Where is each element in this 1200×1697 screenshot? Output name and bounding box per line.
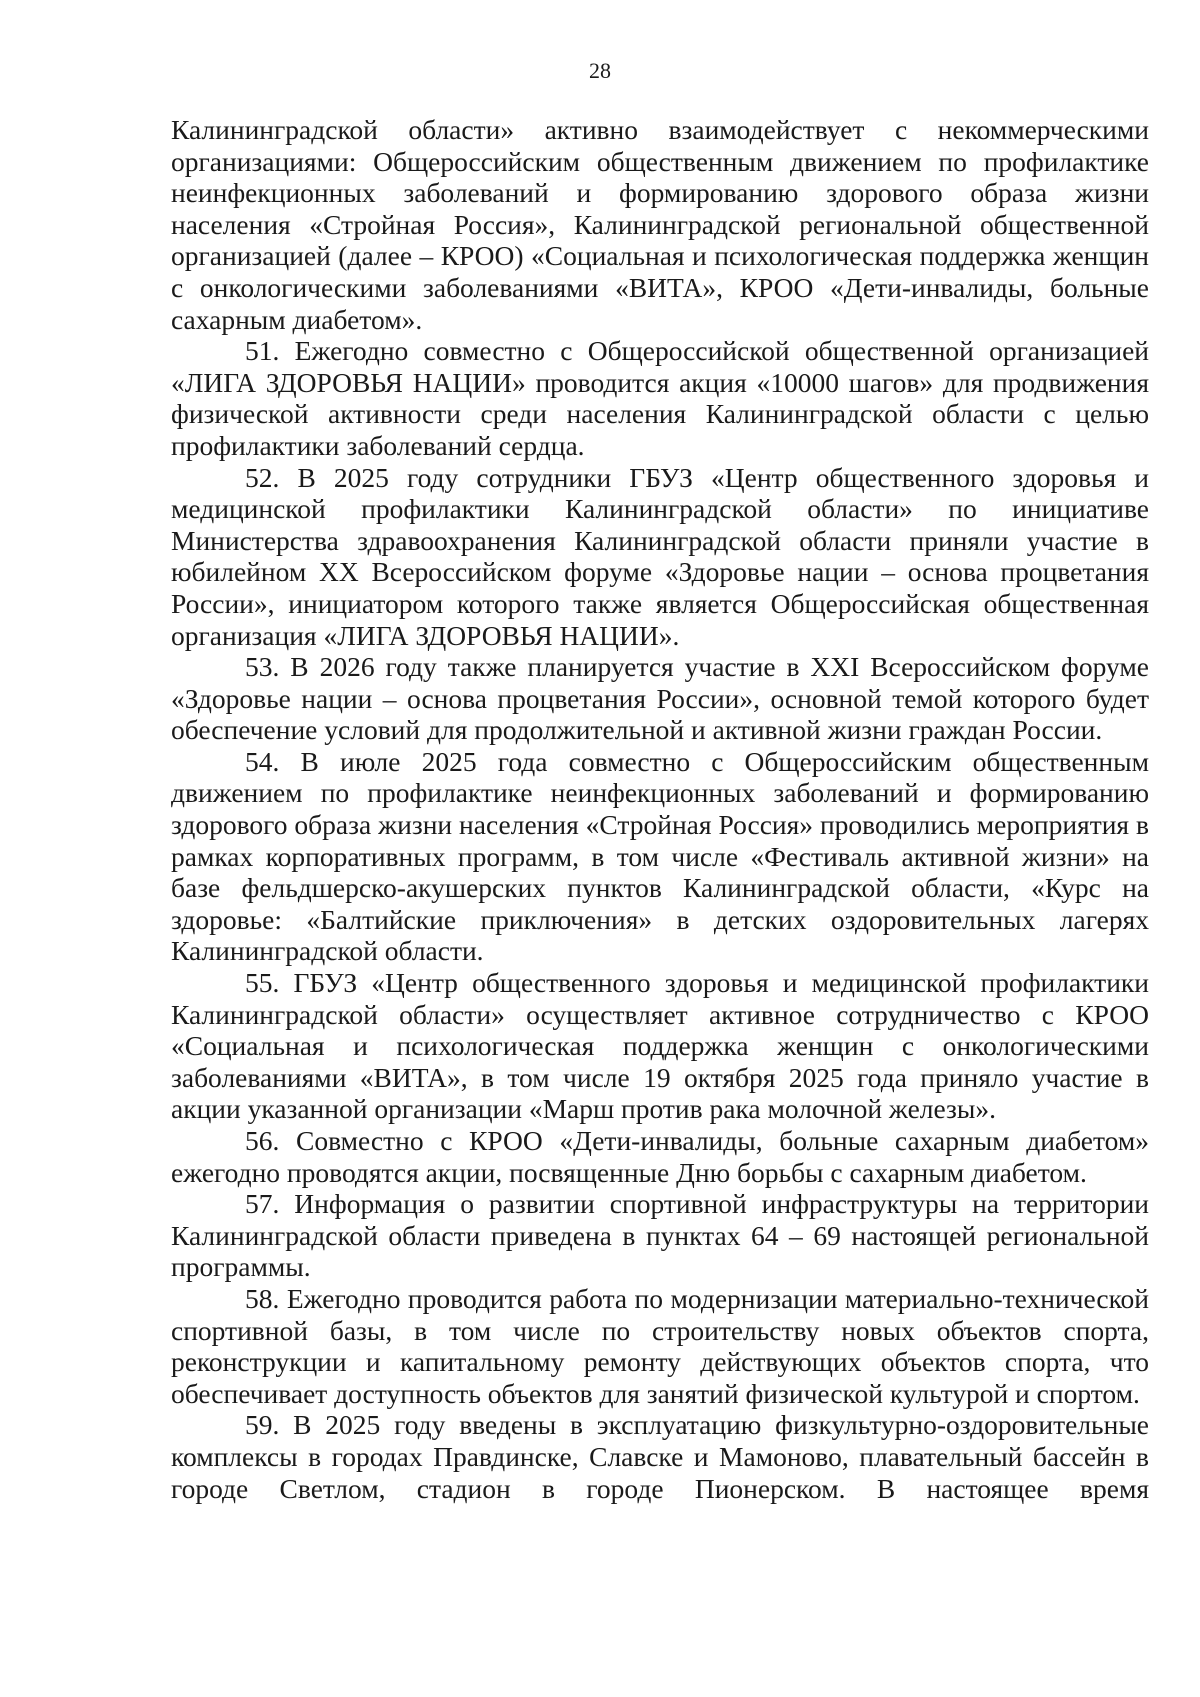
paragraph-58: 58. Ежегодно проводится работа по модернизации материально-технической спортивной базы, в том числе по строительству новых объектов спорта, реконструкции и капитальному ремонту действующих объектов спорта, что обеспечивает доступность объектов для занятий физической культурой и спортом. xyxy=(171,1282,1149,1409)
paragraph-continuation: Калининградской области» активно взаимодействует с некоммерческими организациями: Общероссийским общественным движением по профилактике неинфекционных заболеваний и формированию здорового образа жизни населения «Стройная Россия», Калининградской региональной общественной организацией (далее – КРОО) «Социальная и психологическая поддержка женщин с онкологическими заболеваниями «ВИТА», КРОО «Дети-инвалиды, больные сахарным диабетом». xyxy=(171,114,1149,335)
paragraph-56: 56. Совместно с КРОО «Дети-инвалиды, больные сахарным диабетом» ежегодно проводятся акции, посвященные Дню борьбы с сахарным диабетом. xyxy=(171,1125,1149,1188)
paragraph-55: 55. ГБУЗ «Центр общественного здоровья и медицинской профилактики Калининградской области» осуществляет активное сотрудничество с КРОО «Социальная и психологическая поддержка женщин с онкологическими заболеваниями «ВИТА», в том числе 19 октября 2025 года приняло участие в акции указанной организации «Марш против рака молочной железы». xyxy=(171,967,1149,1125)
paragraph-57: 57. Информация о развитии спортивной инфраструктуры на территории Калининградской области приведена в пунктах 64 – 69 настоящей региональной программы. xyxy=(171,1188,1149,1283)
paragraph-54: 54. В июле 2025 года совместно с Общероссийским общественным движением по профилактике неинфекционных заболеваний и формированию здорового образа жизни населения «Стройная Россия» проводились мероприятия в рамках корпоративных программ, в том числе «Фестиваль активной жизни» на базе фельдшерско-акушерских пунктов Калининградской области, «Курс на здоровье: «Балтийские приключения» в детских оздоровительных лагерях Калининградской области. xyxy=(171,745,1149,967)
page-number: 28 xyxy=(589,58,611,83)
paragraph-51: 51. Ежегодно совместно с Общероссийской общественной организацией «ЛИГА ЗДОРОВЬЯ НАЦИИ» проводится акция «10000 шагов» для продвижения физической активности среди населения Калининградской области с целью профилактики заболеваний сердца. xyxy=(171,335,1149,461)
document-body xyxy=(171,114,1149,1504)
paragraph-53: 53. В 2026 году также планируется участие в XXI Всероссийском форуме «Здоровье нации – основа процветания России», основной темой которого будет обеспечение условий для продолжительной и активной жизни граждан России. xyxy=(171,651,1149,746)
paragraph-52: 52. В 2025 году сотрудники ГБУЗ «Центр общественного здоровья и медицинской профилактики Калининградской области» по инициативе Министерства здравоохранения Калининградской области приняли участие в юбилейном XX Всероссийском форуме «Здоровье нации – основа процветания России», инициатором которого также является Общероссийская общественная организация «ЛИГА ЗДОРОВЬЯ НАЦИИ». xyxy=(171,461,1149,651)
paragraph-59: 59. В 2025 году введены в эксплуатацию физкультурно-оздоровительные комплексы в городах Правдинске, Славске и Мамоново, плавательный бассейн в городе Светлом, стадион в городе Пионерском. В настоящее время xyxy=(171,1409,1149,1504)
